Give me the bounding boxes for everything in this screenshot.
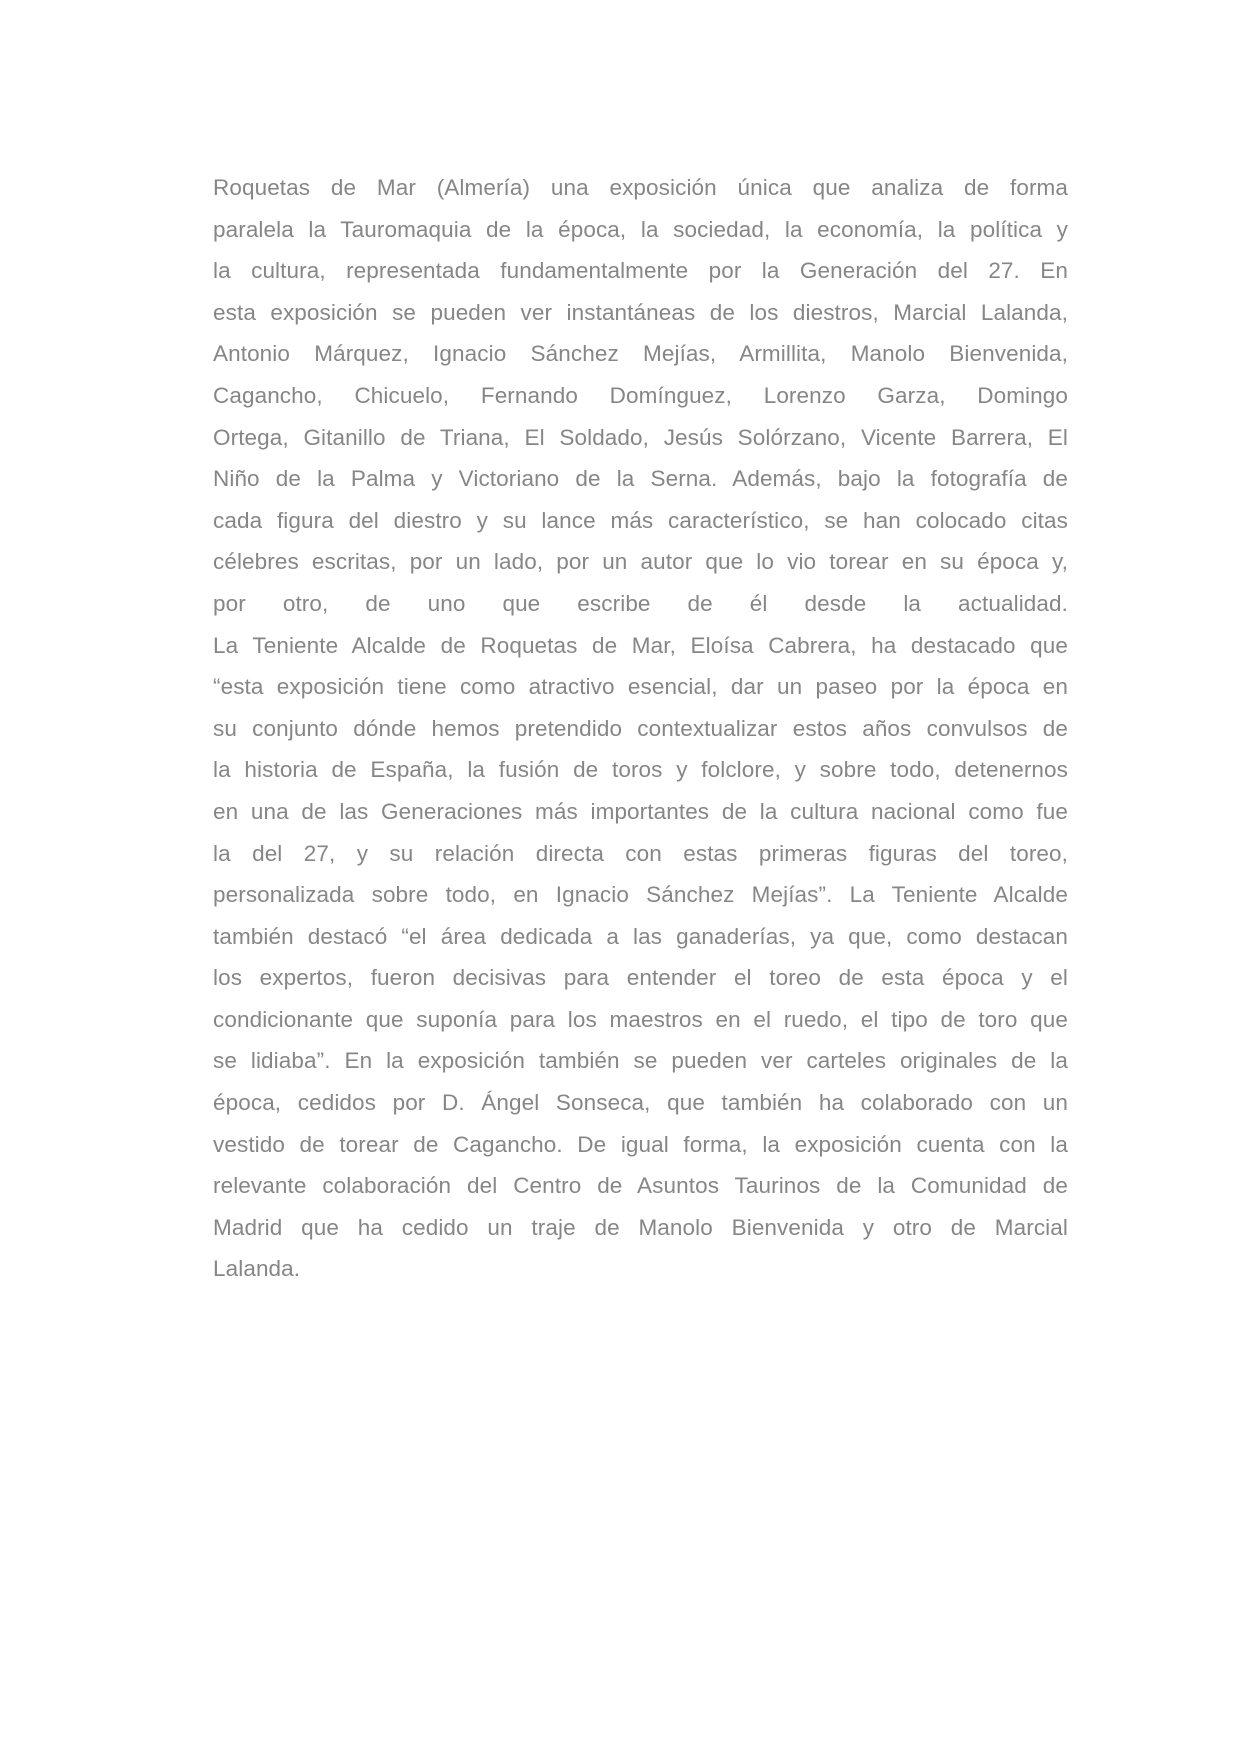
text-line: la del 27, y su relación directa con estas primeras figuras del toreo,	[213, 840, 1068, 866]
text-line: se lidiaba”. En la exposición también se pueden ver carteles originales de la	[213, 1048, 1068, 1074]
text-line: relevante colaboración del Centro de Asuntos Taurinos de la Comunidad de	[213, 1173, 1068, 1199]
text-line: Roquetas de Mar (Almería) una exposición única que analiza de forma	[213, 175, 1068, 200]
text-line: época, cedidos por D. Ángel Sonseca, que también ha colaborado con un	[213, 1090, 1068, 1116]
text-line: cada figura del diestro y su lance más característico, se han colocado citas	[213, 507, 1068, 533]
text-line: vestido de torear de Cagancho. De igual forma, la exposición cuenta con la	[213, 1131, 1068, 1157]
text-line: La Teniente Alcalde de Roquetas de Mar, Eloísa Cabrera, ha destacado que	[213, 632, 1068, 658]
text-line: condicionante que suponía para los maestros en el ruedo, el tipo de toro que	[213, 1006, 1068, 1032]
text-line: esta exposición se pueden ver instantáneas de los diestros, Marcial Lalanda,	[213, 299, 1068, 325]
text-line: los expertos, fueron decisivas para entender el toreo de esta época y el	[213, 965, 1068, 991]
text-line: Madrid que ha cedido un traje de Manolo Bienvenida y otro de Marcial	[213, 1214, 1068, 1240]
text-line: la cultura, representada fundamentalmente por la Generación del 27. En	[213, 258, 1068, 284]
text-line: la historia de España, la fusión de toros y folclore, y sobre todo, detenernos	[213, 757, 1068, 783]
text-line: Ortega, Gitanillo de Triana, El Soldado, Jesús Solórzano, Vicente Barrera, El	[213, 424, 1068, 450]
text-line: Niño de la Palma y Victoriano de la Serna. Además, bajo la fotografía de	[213, 466, 1068, 492]
text-line: Cagancho, Chicuelo, Fernando Domínguez, Lorenzo Garza, Domingo	[213, 382, 1068, 408]
text-line: en una de las Generaciones más importantes de la cultura nacional como fue	[213, 798, 1068, 824]
text-line: Antonio Márquez, Ignacio Sánchez Mejías, Armillita, Manolo Bienvenida,	[213, 341, 1068, 367]
text-line: paralela la Tauromaquia de la época, la sociedad, la economía, la política y	[213, 216, 1068, 242]
document-text-block	[213, 167, 1068, 1290]
text-line: “esta exposición tiene como atractivo esencial, dar un paseo por la época en	[213, 674, 1068, 700]
text-line: también destacó “el área dedicada a las ganaderías, ya que, como destacan	[213, 923, 1068, 949]
text-line: por otro, de uno que escribe de él desde la actualidad.	[213, 590, 1068, 616]
text-line: su conjunto dónde hemos pretendido contextualizar estos años convulsos de	[213, 715, 1068, 741]
text-line: personalizada sobre todo, en Ignacio Sánchez Mejías”. La Teniente Alcalde	[213, 882, 1068, 908]
text-line: célebres escritas, por un lado, por un autor que lo vio torear en su época y,	[213, 549, 1068, 575]
text-line: Lalanda.	[213, 1256, 301, 1282]
